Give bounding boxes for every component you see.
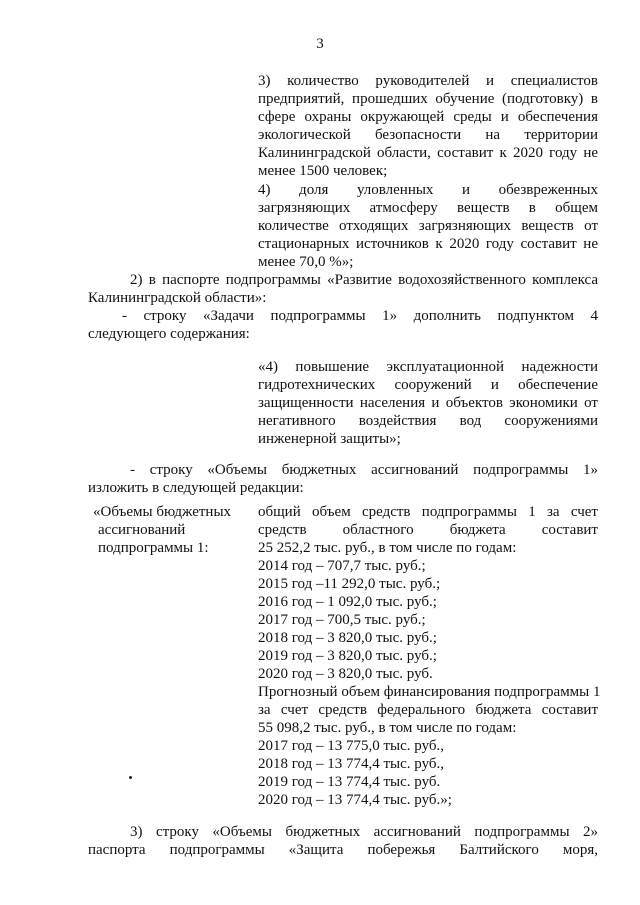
item4-line-2: загрязняющих атмосферу веществ в общем (258, 200, 598, 216)
volume-value-line-7: 2017 год – 700,5 тыс. руб.; (258, 612, 426, 628)
volume-value-line-11: Прогнозный объем финансирования подпрограммы 1 (258, 684, 601, 700)
volume-intro-line-2: изложить в следующей редакции: (88, 480, 304, 496)
item4-line-4: стационарных источников к 2020 году составит не (258, 236, 598, 252)
task4-line-3: защищенности населения и объектов экономики от (258, 395, 598, 411)
volume-value-line-9: 2019 год – 3 820,0 тыс. руб.; (258, 648, 437, 664)
volume-value-line-5: 2015 год –11 292,0 тыс. руб.; (258, 576, 441, 592)
task4-line-4: негативного воздействия вод сооружениями (258, 413, 598, 429)
volume-value-line-17: 2020 год – 13 774,4 тыс. руб.»; (258, 792, 452, 808)
volume-label-line-3: подпрограммы 1: (98, 540, 209, 556)
volume-value-line-16: 2019 год – 13 774,4 тыс. руб. (258, 774, 441, 790)
volume-label-line-2: ассигнований (98, 522, 186, 538)
volume-value-line-15: 2018 год – 13 774,4 тыс. руб., (258, 756, 445, 772)
para2-line-1: 2) в паспорте подпрограммы «Развитие водохозяйственного комплекса (130, 272, 598, 288)
para2-line-2: Калининградской области»: (88, 290, 267, 306)
volume-value-line-6: 2016 год – 1 092,0 тыс. руб.; (258, 594, 437, 610)
volume-value-line-14: 2017 год – 13 775,0 тыс. руб., (258, 738, 445, 754)
para2-line-3: - строку «Задачи подпрограммы 1» дополнить подпунктом 4 (122, 308, 598, 324)
volume-label-line-1: «Объемы бюджетных (93, 504, 232, 520)
item3-line-3: сфере охраны окружающей среды и обеспечения (258, 109, 598, 125)
task4-line-5: инженерной защиты»; (258, 431, 401, 447)
item3-line-5: Калининградской области, составит к 2020 году не (258, 145, 598, 161)
task4-line-2: гидротехнических сооружений и обеспечение (258, 377, 598, 393)
stray-dot-mark (129, 776, 132, 779)
item4-line-3: количестве отходящих загрязняющих веществ от (258, 218, 598, 234)
volume-value-line-1: общий объем средств подпрограммы 1 за счет (258, 504, 598, 520)
item3-line-4: экологической безопасности на территории (258, 127, 598, 143)
task4-line-1: «4) повышение эксплуатационной надежности (258, 359, 598, 375)
item3-line-2: предприятий, прошедших обучение (подготовку) в (258, 91, 598, 107)
para2-line-4: следующего содержания: (88, 326, 250, 342)
volume-value-line-12: за счет средств федерального бюджета составит (258, 702, 598, 718)
volume-value-line-10: 2020 год – 3 820,0 тыс. руб. (258, 666, 433, 682)
volume-value-line-8: 2018 год – 3 820,0 тыс. руб.; (258, 630, 437, 646)
volume-value-line-2: средств областного бюджета составит (258, 522, 598, 538)
page-number: 3 (316, 36, 324, 52)
para3-line-2: паспорта подпрограммы «Защита побережья Балтийского моря, (88, 842, 598, 858)
item4-line-1: 4) доля уловленных и обезвреженных (258, 182, 598, 198)
item3-line-6: менее 1500 человек; (258, 163, 388, 179)
volume-intro-line-1: - строку «Объемы бюджетных ассигнований подпрограммы 1» (130, 462, 598, 478)
volume-value-line-3: 25 252,2 тыс. руб., в том числе по годам: (258, 540, 517, 556)
volume-value-line-4: 2014 год – 707,7 тыс. руб.; (258, 558, 426, 574)
volume-value-line-13: 55 098,2 тыс. руб., в том числе по годам: (258, 720, 517, 736)
item4-line-5: менее 70,0 %»; (258, 254, 354, 270)
item3-line-1: 3) количество руководителей и специалистов (258, 73, 598, 89)
para3-line-1: 3) строку «Объемы бюджетных ассигнований подпрограммы 2» (130, 824, 598, 840)
